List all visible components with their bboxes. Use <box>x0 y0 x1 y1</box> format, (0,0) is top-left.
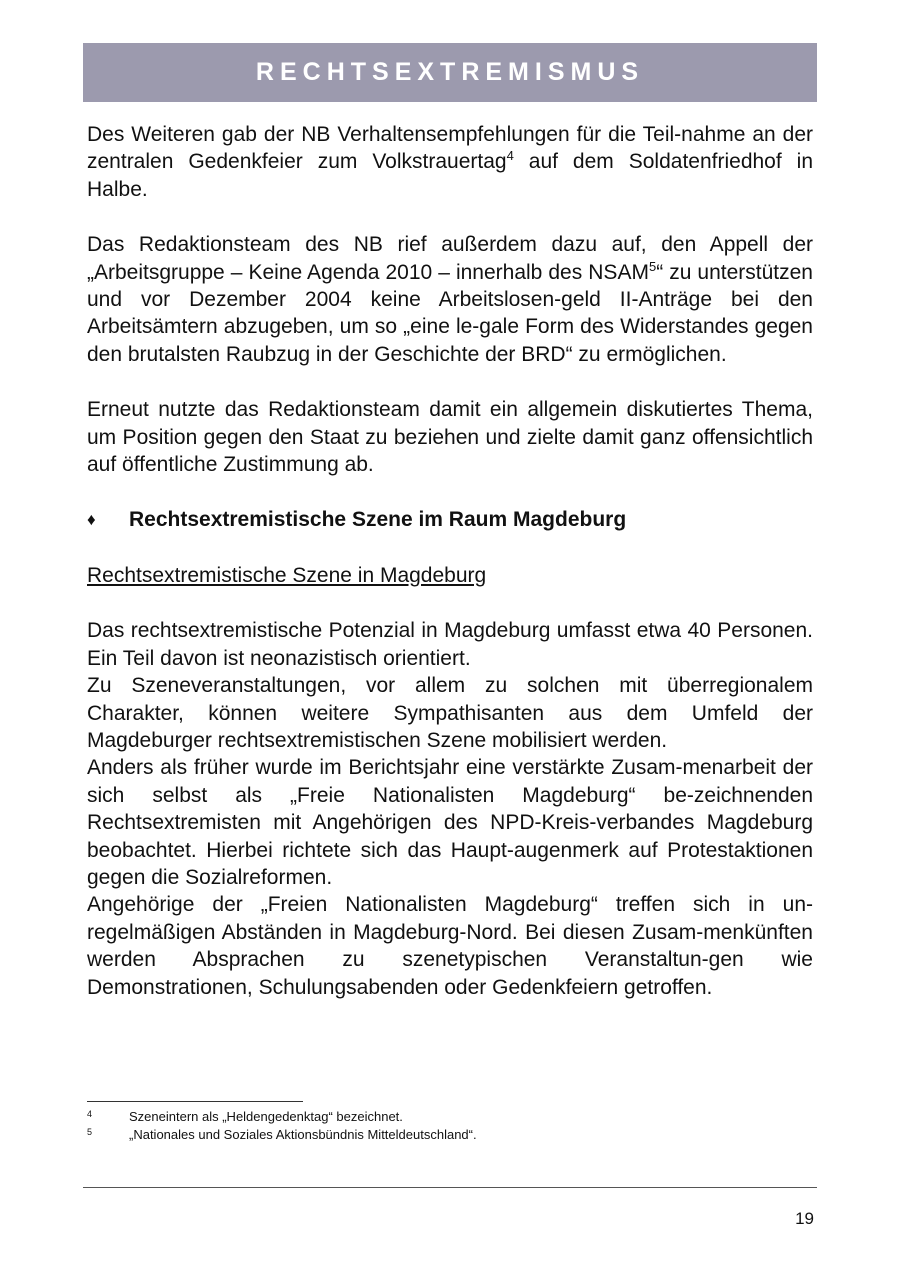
page-number: 19 <box>795 1209 814 1228</box>
paragraph-1-text-end: auf dem Soldatenfriedhof in Halbe. <box>87 150 813 201</box>
footer-divider <box>83 1187 817 1188</box>
footnote-item <box>87 1108 807 1126</box>
paragraph-1-text: Des Weiteren gab der NB Verhaltensempfehlungen für die Teil-nahme an der zentralen Gedenkfeier zum Volkstrauertag <box>87 123 813 174</box>
section-heading-text: Rechtsextremistische Szene im Raum Magdeburg <box>129 508 627 532</box>
footnote-separator <box>87 1101 303 1102</box>
footnote-text: Szeneintern als „Heldengedenktag“ bezeichnet. <box>129 1109 403 1124</box>
paragraph-2 <box>87 231 813 368</box>
paragraph-6: Anders als früher wurde im Berichtsjahr eine verstärkte Zusam-menarbeit der sich selbst als „Freie Nationalisten Magdeburg“ be-zeichnenden Rechtsextremisten mit Angehörigen des NPD-Kreis-verbandes Magdeburg beobachtet. Hierbei richtete sich das Haupt-augenmerk auf Protestaktionen gegen die Sozialreformen. <box>87 756 813 889</box>
header-title: RECHTSEXTREMISMUS <box>255 58 645 86</box>
paragraph-1 <box>87 121 813 203</box>
footnote-number: 4 <box>87 1109 93 1119</box>
page-header-banner <box>83 43 817 102</box>
paragraph-5: Zu Szeneveranstaltungen, vor allem zu solchen mit überregionalem Charakter, können weitere Sympathisanten aus dem Umfeld der Magdeburger rechtsextremistischen Szene mobilisiert werden. <box>87 674 813 752</box>
paragraph-7: Angehörige der „Freien Nationalisten Magdeburg“ treffen sich in un-regelmäßigen Abständen in Magdeburg-Nord. Bei diesen Zusam-menkünften werden Absprachen zu szenetypischen Veranstaltun-gen wie Demonstrationen, Schulungsabenden oder Gedenkfeiern getroffen. <box>87 893 813 999</box>
footnote-number: 5 <box>87 1126 93 1137</box>
footnote-item <box>87 1126 807 1144</box>
footnotes <box>87 1108 807 1143</box>
main-content <box>87 121 813 1001</box>
diamond-bullet-icon: ♦ <box>87 510 96 530</box>
footnote-ref-5: 5 <box>648 258 657 274</box>
section-heading <box>87 506 813 533</box>
paragraph-3: Erneut nutzte das Redaktionsteam damit ein allgemein diskutiertes Thema, um Position gegen den Staat zu beziehen und zielte damit ganz offensichtlich auf öffentliche Zustimmung ab. <box>87 398 813 477</box>
paragraph-2-text: Das Redaktionsteam des NB rief außerdem dazu auf, den Appell der „Arbeitsgruppe – Keine Agenda 2010 – innerhalb des NSAM <box>87 233 813 284</box>
footnote-text: „Nationales und Soziales Aktionsbündnis Mitteldeutschland“. <box>129 1126 477 1142</box>
paragraph-4: Das rechtsextremistische Potenzial in Magdeburg umfasst etwa 40 Personen. Ein Teil davon ist neonazistisch orientiert. <box>87 619 813 670</box>
subheading: Rechtsextremistische Szene in Magdeburg <box>87 563 487 587</box>
paragraph-2-text-end: “ zu unterstützen und vor Dezember 2004 keine Arbeitslosen-geld II-Anträge bei den Arbeitsämtern abzugeben, um so „eine le-gale Form des Widerstandes gegen den brutalsten Raubzug in der Geschichte der BRD“ zu ermöglichen. <box>87 260 813 366</box>
footnote-ref-4: 4 <box>506 148 514 164</box>
